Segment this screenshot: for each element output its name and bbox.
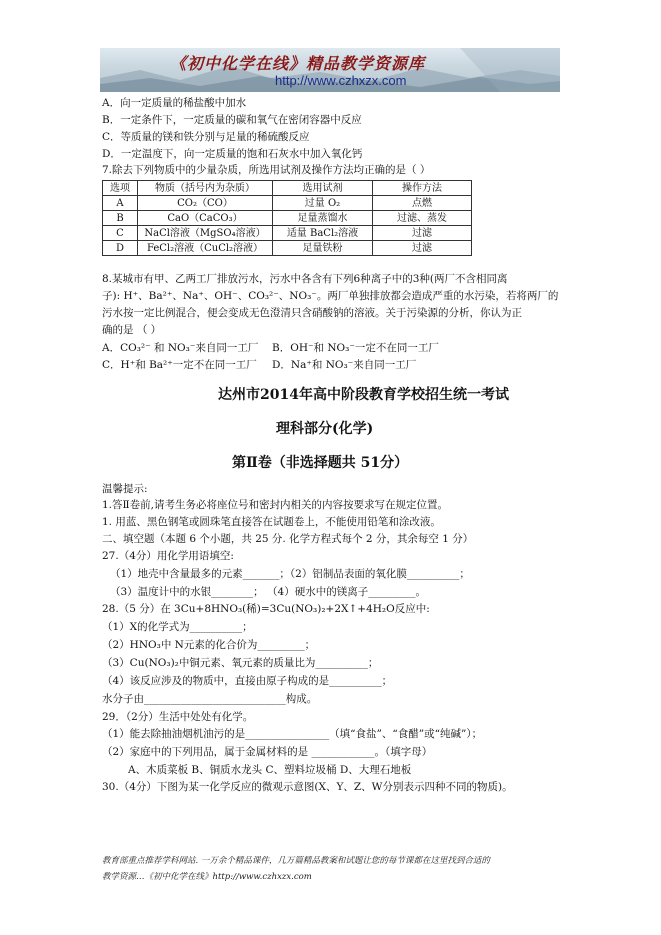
table-header-cell: 物质（括号内为杂质） — [138, 181, 273, 196]
table-cell: NaCl溶液（MgSO₄溶液） — [138, 226, 273, 241]
table-cell: C — [103, 226, 138, 241]
table-header-cell: 操作方法 — [373, 181, 472, 196]
footer-line: 教育部重点推荐学科网站. 一万余个精品课件，几万篇精品教案和试题让您的每节课都在这里找到合适的 — [102, 856, 490, 866]
q6-option-b: B．一定条件下，一定质量的碳和氧气在密闭容器中反应 — [102, 114, 362, 126]
table-cell: 过滤 — [373, 226, 472, 241]
q8-option-c: C．H⁺和 Ba²⁺一定不在同一工厂 — [102, 359, 257, 371]
q8-line: 污水按一定比例混合，便会变成无色澄清只含硝酸钠的溶液。关于污染源的分析，你认为正 — [102, 307, 522, 319]
q27-line: （1）地壳中含量最多的元素_______；（2）铝制品表面的氧化膜__________； — [110, 568, 470, 580]
q28-item: （1）X的化学式为__________； — [102, 621, 253, 633]
banner-url[interactable]: http://www.czhxzx.com — [275, 73, 407, 88]
header-banner — [100, 48, 560, 92]
q29-item: （1）能去除抽油烟机油污的是________________（填“食盐”、“食醋”或“纯碱”）； — [102, 728, 483, 740]
q29-stem: 29．（2分）生活中处处有化学。 — [102, 711, 254, 723]
q30-stem: 30.（4分）下图为某一化学反应的微观示意图(X、Y、Z、W分别表示四种不同的物质)。 — [102, 781, 513, 793]
q28-item: 水分子由___________________________构成。 — [102, 693, 318, 705]
table-cell: 过滤、蒸发 — [373, 211, 472, 226]
q6-option-d: D．一定温度下，向一定质量的饱和石灰水中加入氧化钙 — [102, 148, 363, 160]
q28-item: （3）Cu(NO₃)₂中铜元素、氧元素的质量比为__________； — [102, 657, 379, 669]
notes-title: 温馨提示: — [102, 483, 148, 495]
table-cell: A — [103, 196, 138, 211]
table-cell: D — [103, 241, 138, 256]
q6-option-c: C．等质量的镁和铁分别与足量的稀硫酸反应 — [102, 131, 310, 143]
table-cell: 足量铁粉 — [273, 241, 373, 256]
table-header-cell: 选用试剂 — [273, 181, 373, 196]
q8-option-a: A．CO₃²⁻ 和 NO₃⁻来自同一工厂 — [102, 342, 259, 354]
table-cell: CO₂（CO） — [138, 196, 273, 211]
table-row — [103, 226, 472, 241]
banner-title: 《初中化学在线》精品教学资源库 — [170, 54, 426, 73]
q7-stem: 7.除去下列物质中的少量杂质，所选用试剂及操作方法均正确的是（ ） — [102, 164, 431, 176]
volume-title: 第Ⅱ卷（非选择题共 51分） — [232, 455, 409, 471]
q8-line: 子): H⁺、Ba²⁺、Na⁺、OH⁻、CO₃²⁻、NO₃⁻。两厂单独排放都会造成严重的水污染，若将两厂的 — [102, 290, 559, 302]
table-cell: CaO（CaCO₃） — [138, 211, 273, 226]
section-2-heading: 二、填空题（本题 6 个小题，共 25 分. 化学方程式每个 2 分，其余每空 1 分） — [102, 533, 474, 545]
q29-choices: A、木质菜板 B、铜质水龙头 C、塑料垃圾桶 D、大理石地板 — [128, 764, 412, 776]
q27-line: （3）温度计中的水银________； （4）硬水中的镁离子_________。 — [110, 586, 426, 598]
notes-item: 1.答Ⅱ卷前,请考生务必将座位号和密封内相关的内容按要求写在规定位置。 — [102, 499, 448, 511]
table-cell: 足量蒸馏水 — [273, 211, 373, 226]
part-title: 理科部分(化学) — [276, 421, 374, 437]
q8-line: 确的是 （ ） — [102, 324, 162, 336]
notes-item: 1. 用蓝、黑色钢笔或圆珠笔直接答在试题卷上，不能使用铅笔和涂改液。 — [102, 516, 441, 528]
table-cell: 过量 O₂ — [273, 196, 373, 211]
q28-item: （2）HNO₃中 N元素的化合价为_________； — [102, 639, 316, 651]
exam-title: 达州市2014年高中阶段教育学校招生统一考试 — [218, 387, 509, 403]
q8-option-b: B．OH⁻和 NO₃⁻一定不在同一工厂 — [272, 342, 439, 354]
q27-stem: 27.（4分）用化学用语填空: — [102, 550, 234, 562]
table-row — [103, 196, 472, 211]
q8-line: 8.某城市有甲、乙两工厂排放污水，污水中各含有下列6种离子中的3种(两厂不含相同离 — [102, 273, 508, 285]
q28-item: （4）该反应涉及的物质中，直接由原子构成的是__________； — [102, 675, 393, 687]
table-row — [103, 241, 472, 256]
q28-stem: 28.（5 分）在 3Cu+8HNO₃(稀)=3Cu(NO₃)₂+2X↑+4H₂O反应中: — [102, 603, 430, 615]
q29-item: （2）家庭中的下列用品，属于金属材料的是 ____________。（填字母） — [102, 746, 433, 758]
table-header-cell: 选项 — [103, 181, 138, 196]
q8-option-d: D．Na⁺和 NO₃⁻来自同一工厂 — [272, 359, 417, 371]
table-cell: B — [103, 211, 138, 226]
table-cell: FeCl₂溶液（CuCl₂溶液） — [138, 241, 273, 256]
footer-line: 教学资源…《初中化学在线》http://www.czhxzx.com — [102, 872, 312, 882]
table-cell: 适量 BaCl₂溶液 — [273, 226, 373, 241]
q7-table — [102, 180, 472, 256]
table-header-row — [103, 181, 472, 196]
table-cell: 过滤 — [373, 241, 472, 256]
q6-option-a: A．向一定质量的稀盐酸中加水 — [102, 97, 247, 109]
table-cell: 点燃 — [373, 196, 472, 211]
table-row — [103, 211, 472, 226]
